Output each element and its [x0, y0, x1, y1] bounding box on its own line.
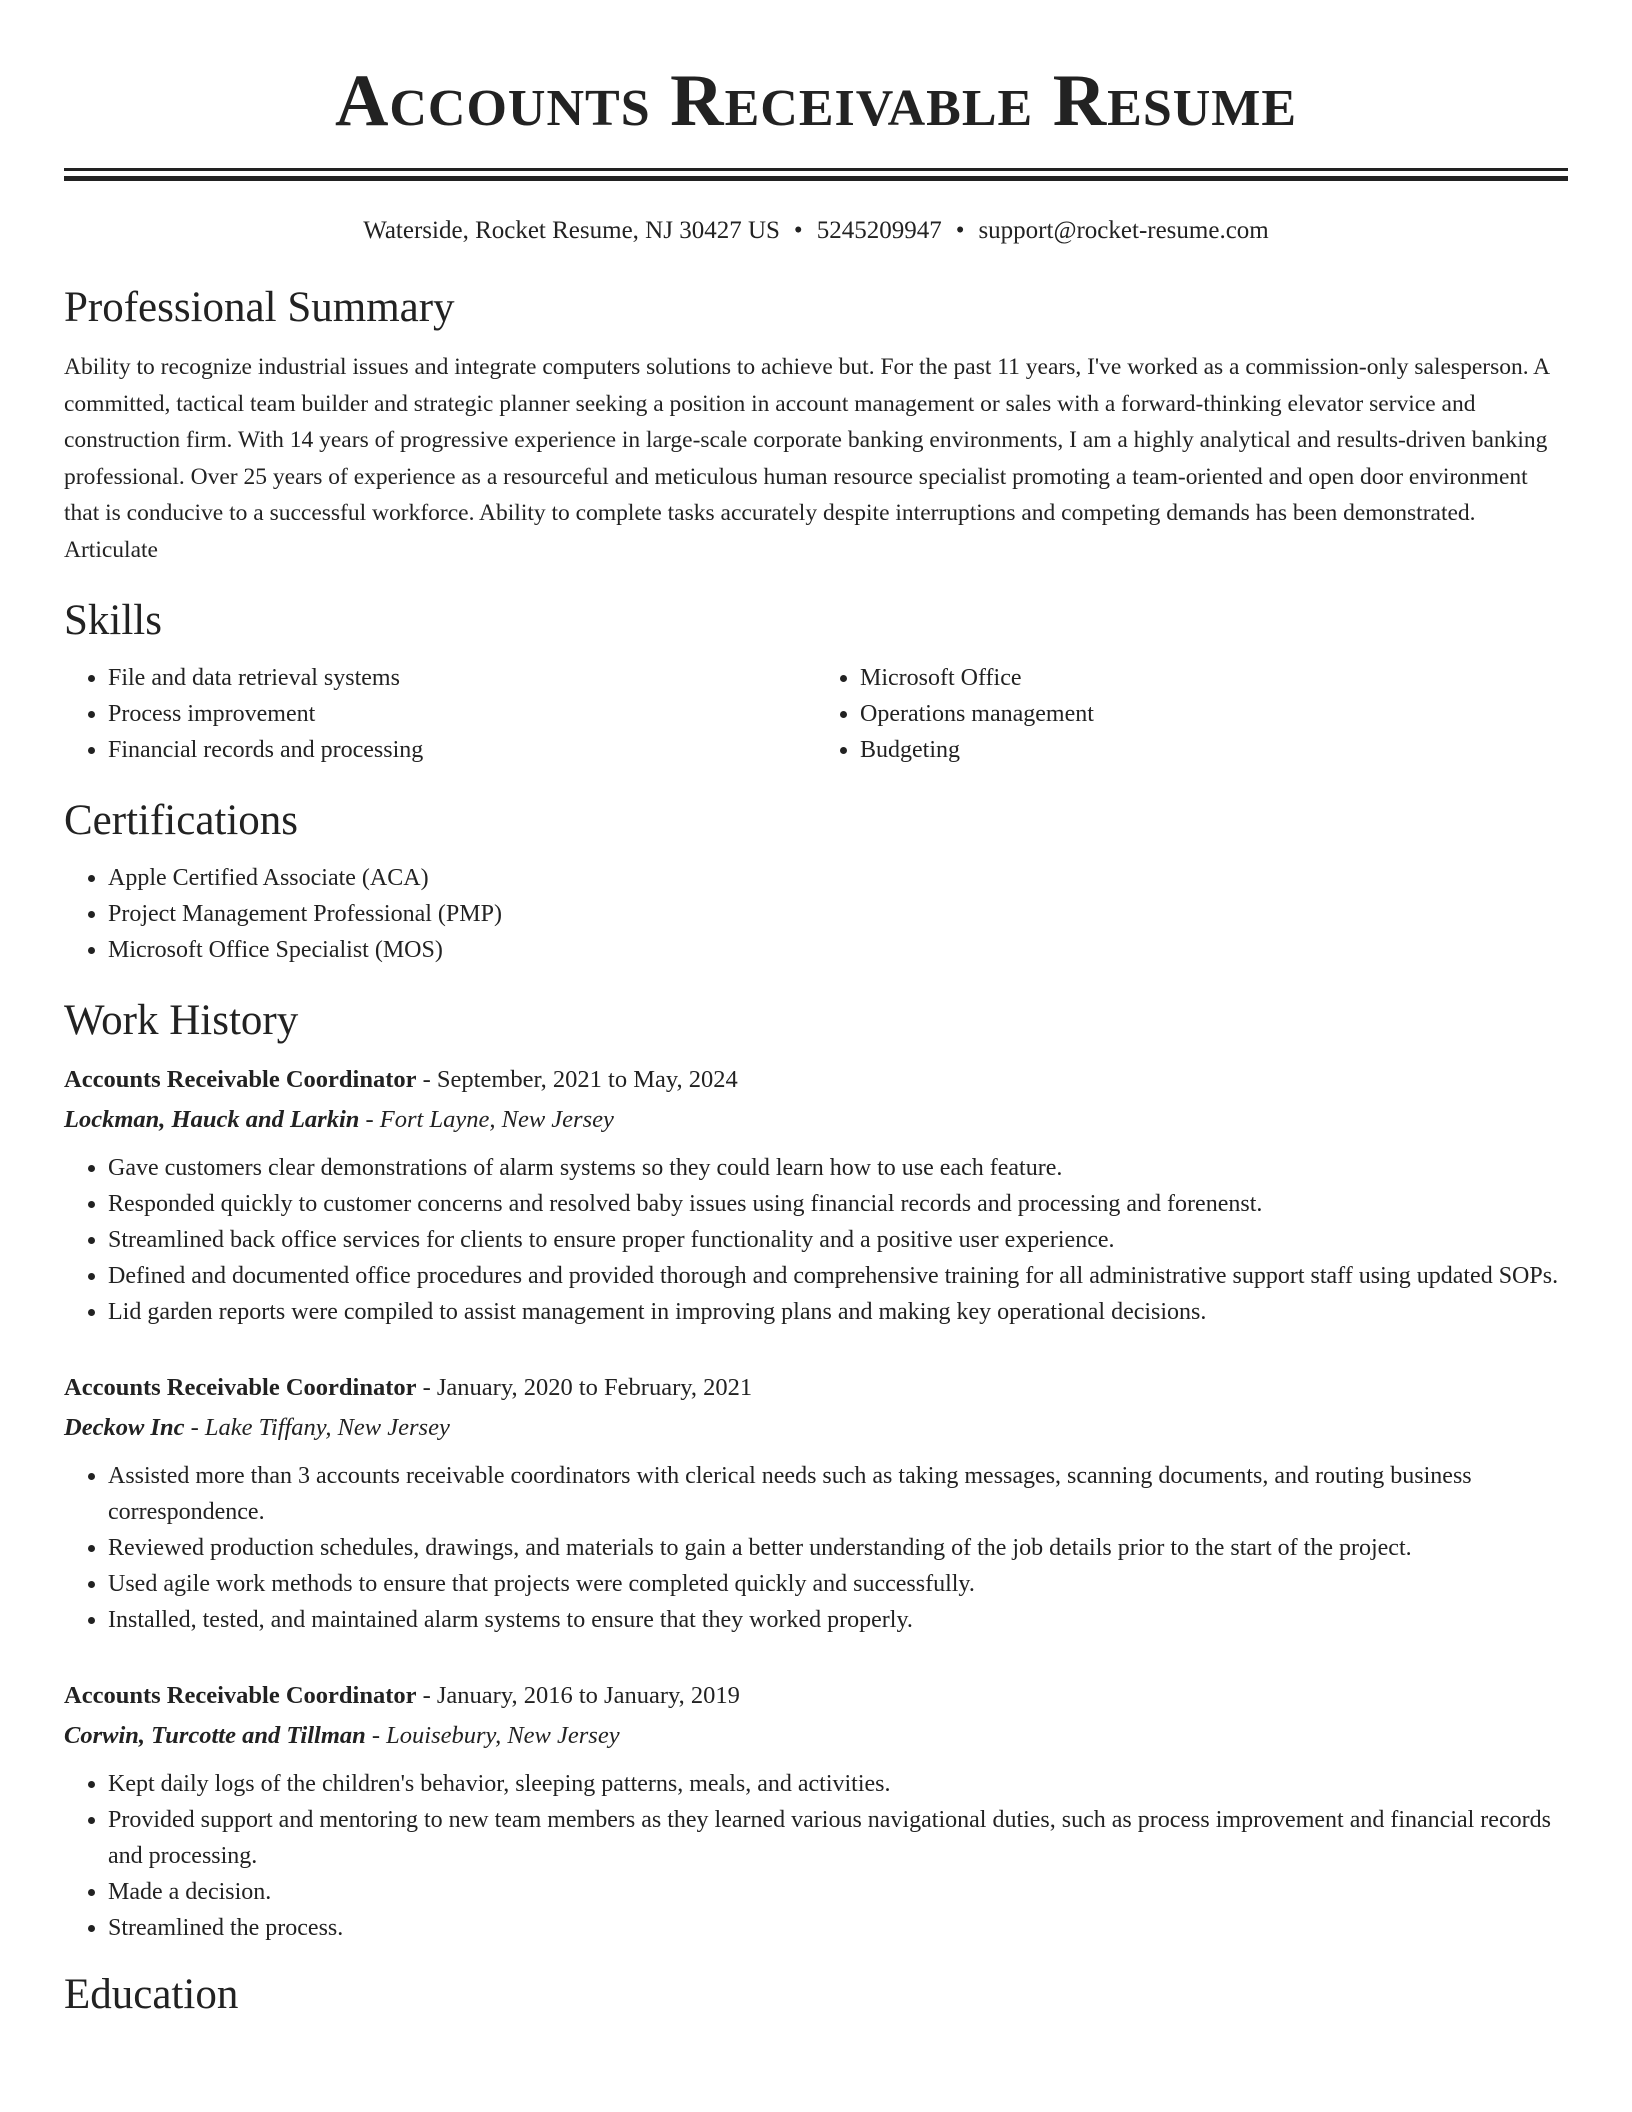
- certification-item: • Project Management Professional (PMP): [108, 896, 1568, 932]
- contact-separator: •: [793, 217, 803, 244]
- job-duty-item: • Streamlined the process.: [108, 1910, 1568, 1946]
- job-company: Lockman, Hauck and Larkin: [64, 1106, 360, 1133]
- job-duty-item: • Installed, tested, and maintained alarm systems to ensure that they worked properly.: [108, 1602, 1568, 1638]
- job-location: - Lake Tiffany, New Jersey: [190, 1414, 450, 1441]
- job-duties: [64, 1150, 1568, 1330]
- job-duty-item: • Streamlined back office services for clients to ensure proper functionality and a positive user experience.: [108, 1222, 1568, 1258]
- job-duty-item: • Made a decision.: [108, 1874, 1568, 1910]
- skill-item: • Microsoft Office: [860, 660, 1568, 696]
- title-divider-thin: [64, 168, 1568, 171]
- job-duty-item: • Kept daily logs of the children's behavior, sleeping patterns, meals, and activities.: [108, 1766, 1568, 1802]
- job-title-line: [64, 1676, 1568, 1716]
- job-duties: [64, 1458, 1568, 1638]
- job-duty-item: • Responded quickly to customer concerns and resolved baby issues using financial records and processing and forenenst.: [108, 1186, 1568, 1222]
- job-dates: - September, 2021 to May, 2024: [422, 1066, 738, 1093]
- contact-email: support@rocket-resume.com: [978, 217, 1269, 244]
- job-entry: [64, 1368, 1568, 1638]
- job-duty-item: • Gave customers clear demonstrations of alarm systems so they could learn how to use each feature.: [108, 1150, 1568, 1186]
- job-title: Accounts Receivable Coordinator: [64, 1374, 417, 1401]
- contact-phone: 5245209947: [816, 217, 942, 244]
- job-duty-item: • Assisted more than 3 accounts receivable coordinators with clerical needs such as taking messages, scanning documents, and routing business correspondence.: [108, 1458, 1568, 1530]
- contact-line: [64, 215, 1568, 247]
- education-heading: Education: [64, 1971, 239, 2018]
- job-title-line: [64, 1060, 1568, 1100]
- contact-address: Waterside, Rocket Resume, NJ 30427 US: [363, 217, 780, 244]
- job-company: Corwin, Turcotte and Tillman: [64, 1722, 366, 1749]
- resume-title: Accounts Receivable Resume: [334, 60, 1298, 142]
- skills-column-right: [816, 660, 1568, 768]
- job-location: - Fort Layne, New Jersey: [365, 1106, 614, 1133]
- job-title: Accounts Receivable Coordinator: [64, 1066, 417, 1093]
- job-dates: - January, 2020 to February, 2021: [422, 1374, 753, 1401]
- job-title-line: [64, 1368, 1568, 1408]
- job-entry: [64, 1060, 1568, 1330]
- skills-column-left: [64, 660, 816, 768]
- certifications-list: [64, 860, 1568, 968]
- skill-item: • Operations management: [860, 696, 1568, 732]
- job-duty-item: • Defined and documented office procedures and provided thorough and comprehensive training for all administrative support staff using updated SOPs.: [108, 1258, 1568, 1294]
- job-company: Deckow Inc: [64, 1414, 185, 1441]
- skills-list: [64, 660, 1568, 768]
- job-location: - Louisebury, New Jersey: [371, 1722, 620, 1749]
- job-dates: - January, 2016 to January, 2019: [422, 1682, 740, 1709]
- job-entry: [64, 1676, 1568, 1946]
- job-company-line: [64, 1408, 1568, 1448]
- job-company-line: [64, 1716, 1568, 1756]
- work-history-heading: Work History: [64, 997, 299, 1044]
- summary-heading: Professional Summary: [64, 284, 455, 331]
- certification-item: • Microsoft Office Specialist (MOS): [108, 932, 1568, 968]
- title-divider-thick: [64, 176, 1568, 181]
- job-duties: [64, 1766, 1568, 1946]
- summary-text: Ability to recognize industrial issues and integrate computers solutions to achieve but. For the past 11 years, I've worked as a commission-only salesperson. A committed, tactical team builder and strategic planner seeking a position in account management or sales with a forward-thinking elevator service and construction firm. With 14 years of progressive experience in large-scale corporate banking environments, I am a highly analytical and results-driven banking professional. Over 25 years of experience as a resourceful and meticulous human resource specialist promoting a team-oriented and open door environment that is conducive to a successful workforce. Ability to complete tasks accurately despite interruptions and competing demands has been demonstrated. Articulate: [64, 354, 1549, 563]
- skills-heading: Skills: [64, 597, 162, 644]
- job-duty-item: • Used agile work methods to ensure that projects were completed quickly and successfully.: [108, 1566, 1568, 1602]
- job-duty-item: • Reviewed production schedules, drawings, and materials to gain a better understanding of the job details prior to the start of the project.: [108, 1530, 1568, 1566]
- contact-separator: •: [955, 217, 965, 244]
- job-duty-item: • Provided support and mentoring to new team members as they learned various navigational duties, such as process improvement and financial records and processing.: [108, 1802, 1568, 1874]
- job-duty-item: • Lid garden reports were compiled to assist management in improving plans and making key operational decisions.: [108, 1294, 1568, 1330]
- certifications-heading: Certifications: [64, 797, 299, 844]
- skill-item: • Financial records and processing: [108, 732, 816, 768]
- certification-item: • Apple Certified Associate (ACA): [108, 860, 1568, 896]
- job-title: Accounts Receivable Coordinator: [64, 1682, 417, 1709]
- skill-item: • File and data retrieval systems: [108, 660, 816, 696]
- job-company-line: [64, 1100, 1568, 1140]
- skill-item: • Process improvement: [108, 696, 816, 732]
- skill-item: • Budgeting: [860, 732, 1568, 768]
